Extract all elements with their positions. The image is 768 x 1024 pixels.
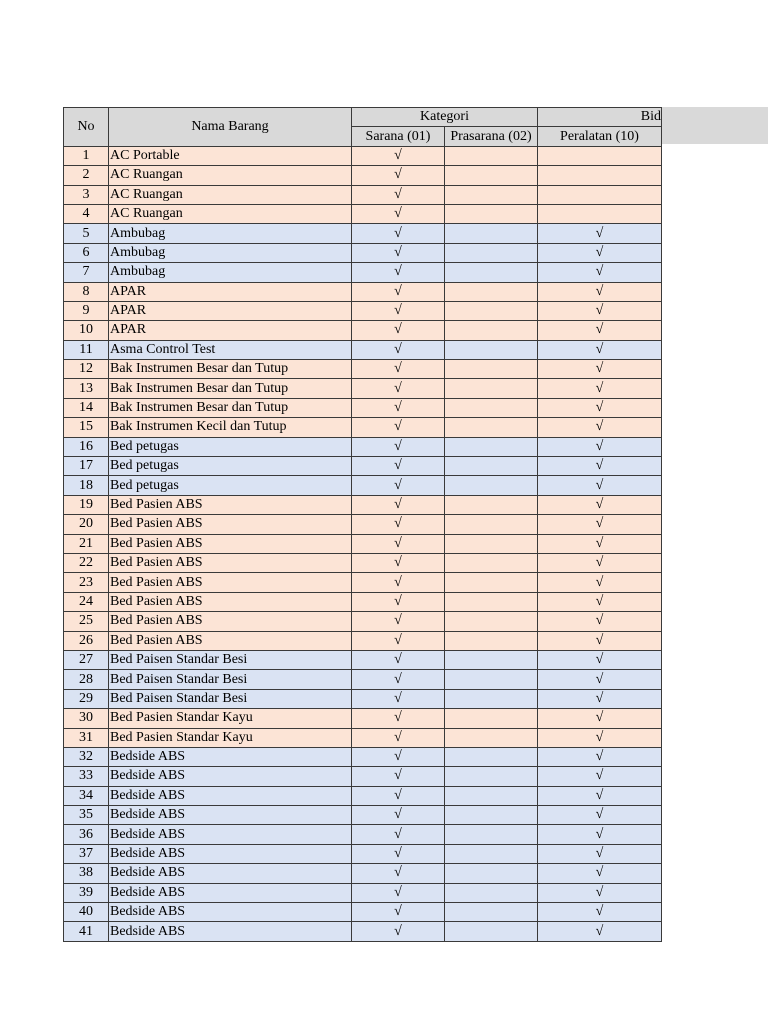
cell-no: 11 [64,340,109,359]
cell-sarana: √ [352,282,445,301]
cell-prasarana [445,650,538,669]
cell-nama-barang: Ambubag [109,263,352,282]
cell-peralatan: √ [538,650,662,669]
cell-prasarana [445,844,538,863]
cell-prasarana [445,360,538,379]
cell-sarana: √ [352,883,445,902]
cell-peralatan: √ [538,689,662,708]
table-row [64,495,662,514]
cell-prasarana [445,786,538,805]
cell-nama-barang: Bedside ABS [109,786,352,805]
cell-no: 8 [64,282,109,301]
header-sarana: Sarana (01) [352,127,445,146]
cell-no: 14 [64,398,109,417]
cell-peralatan: √ [538,631,662,650]
cell-prasarana [445,476,538,495]
cell-no: 33 [64,767,109,786]
cell-prasarana [445,709,538,728]
cell-peralatan: √ [538,301,662,320]
cell-no: 7 [64,263,109,282]
cell-sarana: √ [352,612,445,631]
cell-prasarana [445,767,538,786]
cell-peralatan: √ [538,418,662,437]
cell-sarana: √ [352,418,445,437]
cell-peralatan: √ [538,612,662,631]
table-row [64,166,662,185]
cell-sarana: √ [352,728,445,747]
table-row [64,747,662,766]
cell-no: 19 [64,495,109,514]
cell-peralatan: √ [538,263,662,282]
cell-no: 15 [64,418,109,437]
cell-peralatan: √ [538,515,662,534]
cell-sarana: √ [352,670,445,689]
cell-prasarana [445,418,538,437]
table-row [64,864,662,883]
header-band-extension [660,107,768,144]
cell-sarana: √ [352,437,445,456]
cell-peralatan: √ [538,457,662,476]
cell-prasarana [445,515,538,534]
table-row [64,360,662,379]
cell-nama-barang: Bed petugas [109,476,352,495]
cell-no: 40 [64,903,109,922]
cell-no: 38 [64,864,109,883]
cell-peralatan: √ [538,573,662,592]
cell-no: 39 [64,883,109,902]
cell-no: 21 [64,534,109,553]
table-row [64,767,662,786]
cell-no: 9 [64,301,109,320]
table-row [64,437,662,456]
inventory-table [63,107,662,942]
cell-prasarana [445,903,538,922]
table-row [64,398,662,417]
cell-nama-barang: Bedside ABS [109,883,352,902]
cell-sarana: √ [352,224,445,243]
cell-peralatan: √ [538,592,662,611]
cell-no: 12 [64,360,109,379]
cell-peralatan: √ [538,553,662,572]
cell-no: 26 [64,631,109,650]
cell-no: 5 [64,224,109,243]
cell-nama-barang: Bed Pasien ABS [109,534,352,553]
cell-nama-barang: Ambubag [109,224,352,243]
cell-no: 17 [64,457,109,476]
cell-sarana: √ [352,689,445,708]
cell-peralatan: √ [538,321,662,340]
cell-peralatan: √ [538,398,662,417]
table-row [64,592,662,611]
cell-peralatan: √ [538,534,662,553]
cell-peralatan: √ [538,670,662,689]
cell-peralatan: √ [538,224,662,243]
cell-sarana: √ [352,631,445,650]
cell-no: 28 [64,670,109,689]
table-row [64,689,662,708]
cell-peralatan: √ [538,883,662,902]
cell-prasarana [445,689,538,708]
cell-prasarana [445,825,538,844]
cell-nama-barang: Bed Pasien ABS [109,573,352,592]
cell-prasarana [445,263,538,282]
cell-peralatan [538,166,662,185]
cell-peralatan: √ [538,864,662,883]
table-row [64,457,662,476]
cell-prasarana [445,457,538,476]
cell-sarana: √ [352,709,445,728]
table-row [64,922,662,941]
header-prasarana: Prasarana (02) [445,127,538,146]
inventory-sheet [63,107,662,942]
cell-sarana: √ [352,340,445,359]
table-body [64,146,662,941]
cell-sarana: √ [352,515,445,534]
table-row [64,282,662,301]
cell-no: 31 [64,728,109,747]
table-row [64,728,662,747]
cell-peralatan: √ [538,360,662,379]
cell-sarana: √ [352,398,445,417]
cell-no: 29 [64,689,109,708]
table-row [64,612,662,631]
header-row-top [64,108,662,127]
cell-prasarana [445,398,538,417]
table-row [64,844,662,863]
cell-nama-barang: Bak Instrumen Besar dan Tutup [109,379,352,398]
cell-peralatan: √ [538,709,662,728]
table-row [64,534,662,553]
cell-prasarana [445,282,538,301]
cell-sarana: √ [352,166,445,185]
cell-sarana: √ [352,146,445,165]
cell-peralatan: √ [538,903,662,922]
cell-no: 34 [64,786,109,805]
cell-prasarana [445,495,538,514]
header-no: No [64,108,109,147]
cell-nama-barang: Bedside ABS [109,767,352,786]
cell-no: 13 [64,379,109,398]
header-kategori: Kategori [352,108,538,127]
cell-nama-barang: AC Ruangan [109,166,352,185]
table-row [64,476,662,495]
cell-no: 25 [64,612,109,631]
cell-nama-barang: Bed Pasien ABS [109,631,352,650]
cell-peralatan: √ [538,806,662,825]
cell-prasarana [445,922,538,941]
cell-prasarana [445,631,538,650]
cell-prasarana [445,864,538,883]
cell-nama-barang: Bak Instrumen Besar dan Tutup [109,360,352,379]
cell-no: 1 [64,146,109,165]
cell-prasarana [445,592,538,611]
table-row [64,263,662,282]
cell-peralatan: √ [538,786,662,805]
cell-nama-barang: Bedside ABS [109,864,352,883]
cell-prasarana [445,728,538,747]
cell-peralatan: √ [538,728,662,747]
cell-prasarana [445,553,538,572]
cell-prasarana [445,166,538,185]
cell-sarana: √ [352,573,445,592]
cell-nama-barang: Bed Pasien ABS [109,553,352,572]
cell-sarana: √ [352,903,445,922]
cell-sarana: √ [352,592,445,611]
cell-nama-barang: Bak Instrumen Besar dan Tutup [109,398,352,417]
cell-sarana: √ [352,825,445,844]
cell-sarana: √ [352,321,445,340]
cell-no: 4 [64,204,109,223]
cell-prasarana [445,534,538,553]
cell-nama-barang: Bed Paisen Standar Besi [109,650,352,669]
header-bidang: Bid [538,108,662,127]
cell-prasarana [445,883,538,902]
cell-prasarana [445,185,538,204]
cell-prasarana [445,204,538,223]
cell-peralatan: √ [538,495,662,514]
cell-prasarana [445,806,538,825]
table-row [64,670,662,689]
table-row [64,709,662,728]
cell-sarana: √ [352,553,445,572]
cell-no: 16 [64,437,109,456]
table-row [64,243,662,262]
cell-peralatan [538,204,662,223]
cell-nama-barang: Bed Paisen Standar Besi [109,689,352,708]
cell-prasarana [445,573,538,592]
table-row [64,204,662,223]
cell-prasarana [445,301,538,320]
cell-peralatan: √ [538,379,662,398]
cell-no: 35 [64,806,109,825]
cell-no: 37 [64,844,109,863]
cell-nama-barang: APAR [109,301,352,320]
cell-sarana: √ [352,243,445,262]
table-row [64,806,662,825]
cell-nama-barang: Bedside ABS [109,825,352,844]
cell-peralatan: √ [538,340,662,359]
cell-no: 27 [64,650,109,669]
table-row [64,631,662,650]
cell-peralatan: √ [538,825,662,844]
cell-prasarana [445,437,538,456]
cell-prasarana [445,243,538,262]
cell-nama-barang: Bed Pasien ABS [109,515,352,534]
table-row [64,185,662,204]
cell-peralatan: √ [538,437,662,456]
cell-no: 22 [64,553,109,572]
cell-prasarana [445,224,538,243]
cell-no: 6 [64,243,109,262]
cell-peralatan [538,146,662,165]
cell-sarana: √ [352,204,445,223]
cell-no: 3 [64,185,109,204]
cell-sarana: √ [352,185,445,204]
cell-no: 41 [64,922,109,941]
table-row [64,146,662,165]
table-row [64,379,662,398]
table-row [64,786,662,805]
cell-nama-barang: Bed Pasien ABS [109,612,352,631]
cell-prasarana [445,612,538,631]
cell-sarana: √ [352,301,445,320]
cell-nama-barang: Bed petugas [109,437,352,456]
table-row [64,515,662,534]
table-row [64,573,662,592]
cell-no: 18 [64,476,109,495]
cell-nama-barang: Ambubag [109,243,352,262]
cell-sarana: √ [352,534,445,553]
cell-nama-barang: Bed Pasien Standar Kayu [109,728,352,747]
cell-sarana: √ [352,360,445,379]
cell-prasarana [445,146,538,165]
cell-sarana: √ [352,844,445,863]
cell-nama-barang: Bedside ABS [109,922,352,941]
cell-nama-barang: Bak Instrumen Kecil dan Tutup [109,418,352,437]
cell-peralatan: √ [538,282,662,301]
cell-nama-barang: AC Portable [109,146,352,165]
cell-sarana: √ [352,476,445,495]
cell-sarana: √ [352,922,445,941]
cell-prasarana [445,321,538,340]
cell-no: 10 [64,321,109,340]
cell-peralatan: √ [538,243,662,262]
cell-no: 36 [64,825,109,844]
cell-no: 30 [64,709,109,728]
table-row [64,340,662,359]
cell-nama-barang: Bed Pasien Standar Kayu [109,709,352,728]
table-row [64,224,662,243]
cell-prasarana [445,379,538,398]
cell-peralatan: √ [538,767,662,786]
cell-sarana: √ [352,786,445,805]
cell-nama-barang: Bedside ABS [109,806,352,825]
cell-peralatan: √ [538,922,662,941]
table-row [64,553,662,572]
cell-prasarana [445,747,538,766]
cell-prasarana [445,670,538,689]
cell-nama-barang: Asma Control Test [109,340,352,359]
cell-nama-barang: APAR [109,282,352,301]
cell-sarana: √ [352,379,445,398]
table-row [64,903,662,922]
cell-no: 23 [64,573,109,592]
cell-nama-barang: AC Ruangan [109,204,352,223]
table-row [64,650,662,669]
cell-peralatan [538,185,662,204]
header-peralatan: Peralatan (10) [538,127,662,146]
cell-nama-barang: Bed Paisen Standar Besi [109,670,352,689]
cell-sarana: √ [352,495,445,514]
cell-nama-barang: Bedside ABS [109,903,352,922]
cell-nama-barang: Bedside ABS [109,844,352,863]
cell-sarana: √ [352,650,445,669]
cell-sarana: √ [352,806,445,825]
table-row [64,883,662,902]
cell-sarana: √ [352,263,445,282]
cell-no: 20 [64,515,109,534]
cell-no: 24 [64,592,109,611]
table-row [64,418,662,437]
cell-nama-barang: Bedside ABS [109,747,352,766]
cell-sarana: √ [352,767,445,786]
table-row [64,825,662,844]
cell-sarana: √ [352,864,445,883]
cell-nama-barang: Bed petugas [109,457,352,476]
cell-peralatan: √ [538,844,662,863]
cell-nama-barang: AC Ruangan [109,185,352,204]
cell-peralatan: √ [538,747,662,766]
cell-nama-barang: Bed Pasien ABS [109,592,352,611]
cell-no: 32 [64,747,109,766]
cell-nama-barang: Bed Pasien ABS [109,495,352,514]
cell-sarana: √ [352,747,445,766]
table-row [64,301,662,320]
header-nama-barang: Nama Barang [109,108,352,147]
cell-prasarana [445,340,538,359]
cell-nama-barang: APAR [109,321,352,340]
table-row [64,321,662,340]
cell-peralatan: √ [538,476,662,495]
cell-sarana: √ [352,457,445,476]
cell-no: 2 [64,166,109,185]
